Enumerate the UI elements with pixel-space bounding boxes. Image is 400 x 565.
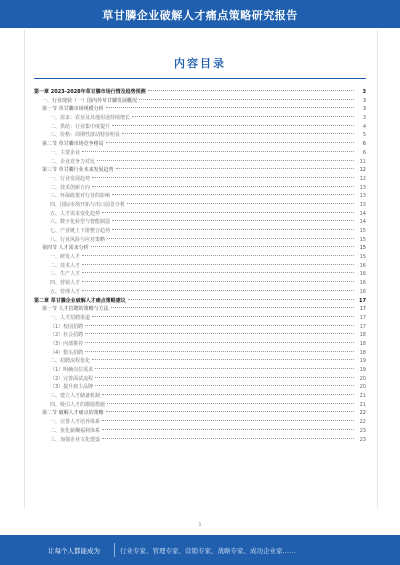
toc-entry-title: 第一节 草甘膦市场规模分析 — [42, 106, 104, 113]
title-divider — [34, 78, 366, 79]
toc-leader-dots — [85, 333, 354, 334]
toc-entry[interactable] — [34, 166, 366, 175]
toc-entry[interactable] — [34, 192, 366, 201]
toc-leader-dots — [92, 359, 354, 360]
toc-leader-dots — [82, 290, 354, 291]
toc-entry[interactable] — [34, 357, 366, 366]
toc-entry-title: 六、数字化转型与智能制造 — [50, 219, 111, 226]
toc-entry[interactable] — [34, 375, 366, 384]
toc-entry-title: 三、建立人才储备机制 — [50, 393, 101, 400]
toc-entry-page: 17 — [359, 297, 366, 304]
toc-entry-page: 15 — [359, 254, 366, 261]
toc-entry-title: 八、行业风险与应对策略 — [50, 236, 106, 243]
toc-entry-title: 第二节 破解人才痛点的策略 — [42, 410, 104, 417]
toc-leader-dots — [122, 133, 354, 134]
toc-entry-page: 13 — [359, 193, 366, 200]
toc-entry-title: 二、供给：行业集中度提升 — [50, 123, 111, 130]
toc-entry-title: 二、技术人才 — [50, 262, 81, 269]
toc-entry-title: 一、需求：农业及其他用途持续增长 — [50, 115, 131, 122]
toc-entry-title: 第三节 草甘膦行业未来发展趋势 — [42, 167, 114, 174]
toc-entry-page: 6 — [362, 149, 366, 156]
toc-entry[interactable] — [34, 392, 366, 401]
toc-leader-dots — [148, 90, 354, 91]
toc-entry-page: 21 — [359, 401, 366, 408]
toc-entry-title: （1）明确岗位需求 — [50, 367, 94, 373]
toc-entry-page: 20 — [359, 375, 366, 382]
toc-entry-page: 15 — [359, 236, 366, 243]
toc-leader-dots — [82, 281, 354, 282]
toc-leader-dots — [102, 429, 354, 430]
toc-leader-dots — [85, 342, 354, 343]
toc-entry-title: 一、研发人才 — [50, 254, 81, 261]
toc-entry-title: 三、加强企业文化建设 — [50, 436, 101, 443]
toc-leader-dots — [139, 99, 354, 100]
toc-entry[interactable] — [34, 331, 366, 340]
toc-entry-page: 17 — [359, 314, 366, 321]
toc-leader-dots — [92, 177, 354, 178]
toc-leader-dots — [82, 255, 354, 256]
toc-entry-page: 14 — [359, 219, 366, 226]
toc-entry-page: 6 — [362, 141, 366, 148]
toc-entry-page: 19 — [359, 367, 366, 373]
toc-leader-dots — [106, 107, 354, 108]
toc-entry[interactable] — [34, 427, 366, 436]
toc-leader-dots — [97, 160, 354, 161]
toc-entry[interactable] — [34, 383, 366, 392]
toc-entry[interactable] — [34, 244, 366, 253]
toc-entry[interactable] — [34, 210, 366, 219]
toc-entry-page: 17 — [359, 306, 366, 313]
toc-entry-page: 20 — [359, 384, 366, 391]
toc-entry-page: 5 — [362, 132, 366, 139]
toc-entry[interactable] — [34, 418, 366, 427]
toc-entry[interactable] — [34, 253, 366, 262]
toc-leader-dots — [102, 420, 354, 421]
toc-entry[interactable] — [34, 279, 366, 288]
toc-entry[interactable] — [34, 105, 366, 114]
toc-entry[interactable] — [34, 140, 366, 149]
toc-entry-title: 第一章 2023-2028年草甘膦市场行情及趋势预测 — [34, 89, 146, 95]
toc-entry-title: （2）完善面试流程 — [50, 375, 94, 382]
toc-entry[interactable] — [34, 323, 366, 332]
toc-entry-title: 一、行业发展趋势 — [50, 175, 91, 182]
toc-entry-title: 五、管理人才 — [50, 288, 81, 295]
toc-leader-dots — [127, 203, 354, 204]
toc-entry-page: 21 — [359, 393, 366, 400]
toc-entry-page: 18 — [359, 349, 366, 356]
toc-entry[interactable] — [34, 305, 366, 314]
toc-leader-dots — [95, 368, 354, 369]
toc-entry-page: 3 — [362, 106, 366, 113]
toc-entry-page: 15 — [359, 245, 366, 252]
toc-leader-dots — [116, 168, 354, 169]
toc-leader-dots — [102, 438, 354, 439]
toc-entry-title: 三、价格：周期性波动特征明显 — [50, 132, 121, 139]
toc-entry-title: 一、人才招聘渠道 — [50, 314, 91, 321]
report-footer — [0, 535, 400, 565]
table-of-contents — [34, 88, 366, 444]
toc-entry-title: （3）提升雇主品牌 — [50, 384, 94, 391]
toc-entry-page: 23 — [359, 427, 366, 434]
toc-entry[interactable] — [34, 436, 366, 445]
toc-leader-dots — [102, 212, 354, 213]
toc-entry-page: 13 — [359, 201, 366, 208]
toc-entry-page: 22 — [359, 410, 366, 417]
toc-entry-page: 18 — [359, 332, 366, 339]
toc-entry[interactable] — [34, 340, 366, 349]
toc-entry[interactable] — [34, 297, 366, 306]
toc-entry[interactable] — [34, 184, 366, 193]
toc-leader-dots — [85, 325, 354, 326]
toc-entry-page: 22 — [359, 419, 366, 426]
toc-entry[interactable] — [34, 218, 366, 227]
toc-entry[interactable] — [34, 131, 366, 140]
footer-left-text: 让每个人都能成为 — [48, 547, 100, 555]
toc-entry-page: 14 — [359, 210, 366, 217]
toc-entry[interactable] — [34, 366, 366, 375]
toc-leader-dots — [91, 246, 354, 247]
toc-leader-dots — [102, 394, 354, 395]
toc-entry-title: 七、产业链上下游整合趋势 — [50, 228, 111, 234]
toc-entry-page: 3 — [362, 115, 366, 122]
toc-entry-title: 第二章 草甘膦企业破解人才痛点策略建议 — [34, 297, 126, 304]
toc-entry[interactable] — [34, 175, 366, 184]
toc-entry[interactable] — [34, 123, 366, 132]
toc-leader-dots — [112, 229, 354, 230]
toc-leader-dots — [106, 411, 354, 412]
toc-entry-title: 三、生产人才 — [50, 271, 81, 278]
toc-entry-page: 15 — [359, 228, 366, 234]
toc-entry-page: 13 — [359, 184, 366, 191]
report-header — [0, 0, 400, 28]
toc-entry-title: 二、优化薪酬福利体系 — [50, 427, 101, 434]
toc-entry-title: 第四节 人才需求分析 — [42, 245, 89, 252]
footer-right-text: 行业专家、管理专家、营销专家、战略专家、成功企业家…… — [120, 547, 296, 555]
toc-entry-page: 3 — [362, 97, 366, 104]
toc-leader-dots — [82, 151, 354, 152]
toc-entry[interactable] — [34, 236, 366, 245]
toc-entry[interactable] — [34, 314, 366, 323]
toc-entry[interactable] — [34, 149, 366, 158]
toc-entry-page: 19 — [359, 358, 366, 365]
toc-entry[interactable] — [34, 201, 366, 210]
toc-entry[interactable] — [34, 88, 366, 97]
toc-entry-title: 四、营销人才 — [50, 280, 81, 287]
toc-entry-title: （1）校园招聘 — [50, 323, 84, 330]
toc-entry-title: 二、技术创新方向 — [50, 184, 91, 191]
toc-leader-dots — [106, 142, 354, 143]
toc-entry-page: 11 — [359, 158, 366, 165]
toc-entry-page: 17 — [359, 323, 366, 330]
toc-leader-dots — [82, 272, 354, 273]
toc-entry-page: 18 — [359, 340, 366, 347]
toc-leader-dots — [112, 125, 354, 126]
toc-leader-dots — [107, 238, 354, 239]
toc-entry-title: 一、完善人才培养体系 — [50, 419, 101, 426]
toc-entry-page: 23 — [359, 436, 366, 443]
toc-leader-dots — [112, 194, 354, 195]
toc-entry-page: 12 — [359, 175, 366, 182]
toc-entry-title: 一、主要企业 — [50, 149, 81, 156]
toc-leader-dots — [95, 377, 354, 378]
toc-entry-title: 二、招聘流程优化 — [50, 358, 91, 365]
toc-entry[interactable] — [34, 97, 366, 106]
toc-entry-page: 16 — [359, 280, 366, 287]
toc-entry-page: 4 — [362, 123, 366, 130]
toc-entry[interactable] — [34, 401, 366, 410]
toc-entry[interactable] — [34, 227, 366, 236]
toc-entry-title: 四、国际市场开拓与出口前景分析 — [50, 201, 126, 208]
toc-leader-dots — [92, 186, 354, 187]
toc-entry-page: 3 — [362, 89, 366, 95]
toc-leader-dots — [107, 403, 354, 404]
toc-leader-dots — [92, 316, 354, 317]
toc-entry[interactable] — [34, 288, 366, 297]
toc-entry[interactable] — [34, 409, 366, 418]
toc-leader-dots — [128, 299, 354, 300]
toc-entry-title: 四、吸引人才的激励措施 — [50, 401, 106, 408]
toc-leader-dots — [85, 351, 354, 352]
toc-entry-page: 16 — [359, 262, 366, 269]
toc-entry-title: （4）猎头招聘 — [50, 349, 84, 356]
toc-entry-page: 16 — [359, 271, 366, 278]
toc-entry-title: 二、企业竞争力对比 — [50, 158, 96, 165]
toc-leader-dots — [95, 385, 354, 386]
toc-entry-title: （2）社会招聘 — [50, 332, 84, 339]
toc-entry-page: 16 — [359, 288, 366, 295]
toc-leader-dots — [111, 307, 354, 308]
toc-entry[interactable] — [34, 158, 366, 167]
toc-leader-dots — [112, 220, 354, 221]
toc-entry[interactable] — [34, 349, 366, 358]
footer-divider — [114, 543, 115, 557]
toc-entry[interactable] — [34, 270, 366, 279]
toc-entry-title: 第二节 草甘膦市场竞争格局 — [42, 141, 104, 148]
doc-title: 内容目录 — [174, 57, 226, 70]
toc-entry-title: （3）内部推荐 — [50, 340, 84, 347]
toc-entry[interactable] — [34, 262, 366, 271]
toc-leader-dots — [132, 116, 354, 117]
toc-entry-title: 三、环保政策对行业的影响 — [50, 193, 111, 200]
toc-entry-title: 一、行业现状（一）国内外草甘膦发展概况 — [42, 97, 138, 104]
toc-entry-page: 12 — [359, 167, 366, 174]
toc-entry[interactable] — [34, 114, 366, 123]
toc-leader-dots — [82, 264, 354, 265]
toc-entry-title: 五、人才需求变化趋势 — [50, 210, 101, 217]
toc-entry-title: 第一节 人才招聘的策略与方法 — [42, 306, 109, 313]
header-title: 草甘膦企业破解人才痛点策略研究报告 — [102, 9, 298, 22]
page-number: 1 — [198, 522, 202, 528]
